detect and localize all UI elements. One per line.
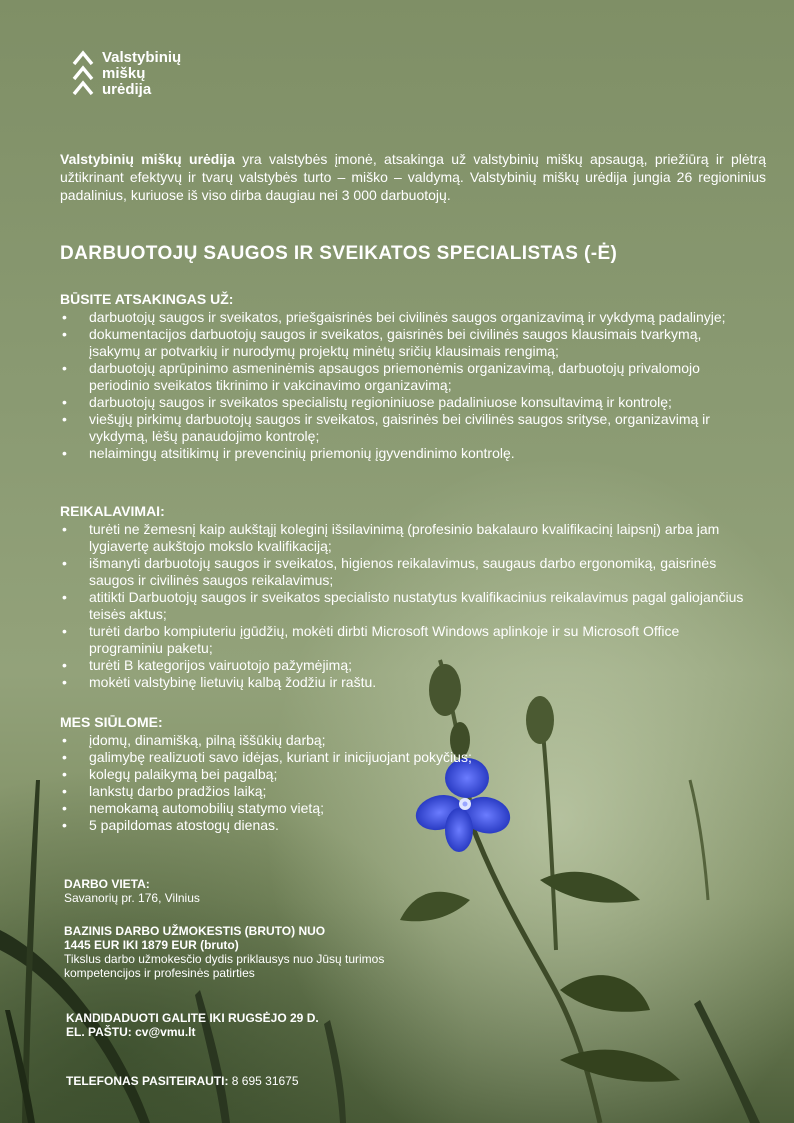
salary-info: [64, 924, 394, 980]
list-item: • viešųjų pirkimų darbuotojų saugos ir sveikatos, gaisrinės bei civilinės saugos srityse, organizavimą ir vykdymą, lėšų panaudojimo kontrolę;: [60, 411, 750, 445]
work-location: [64, 877, 200, 905]
salary-heading: BAZINIS DARBO UŽMOKESTIS (BRUTO) NUO: [64, 924, 326, 938]
requirements-list: [60, 521, 750, 691]
list-item: • nelaimingų atsitikimų ir prevencinių priemonių įgyvendinimo kontrolę.: [60, 445, 750, 462]
salary-range: 1445 EUR IKI 1879 EUR (bruto): [64, 938, 239, 952]
location-value: Savanorių pr. 176, Vilnius: [64, 891, 200, 905]
section-heading: MES SIŪLOME:: [60, 714, 163, 730]
intro-text: yra valstybės įmonė, atsakinga už valstybinių miškų apsaugą, priežiūrą ir plėtrą užtikrinant efektyvų ir tvarų valstybės turto – miško – valdymą. Valstybinių miškų urėdija jungia 26 regioninius padalinius, kuriuose iš viso dirba daugiau nei 3 000 darbuotojų.: [60, 151, 766, 203]
phone-label: TELEFONAS PASITEIRAUTI:: [66, 1074, 229, 1088]
application-info: [66, 1011, 319, 1039]
company-name: Valstybinių miškų urėdija: [60, 151, 235, 167]
offer-list: [60, 732, 750, 834]
phone-number[interactable]: 8 695 31675: [231, 1074, 299, 1088]
tree-logo-icon: [72, 50, 94, 100]
requirements-section: [60, 503, 750, 691]
logo-line: Valstybinių: [102, 49, 182, 66]
email-label: EL. PAŠTU:: [66, 1025, 132, 1039]
deadline-text: KANDIDADUOTI GALITE IKI RUGSĖJO 29 D.: [66, 1011, 319, 1025]
phone-info: [66, 1074, 299, 1088]
list-item: • turėti darbo kompiuteriu įgūdžių, mokėti dirbti Microsoft Windows aplinkoje ir su Microsoft Office programiniu paketu;: [60, 623, 750, 657]
list-item: • darbuotojų aprūpinimo asmeninėmis apsaugos priemonėmis organizavimą, darbuotojų privalomojo periodinio sveikatos tikrinimo ir vakcinavimo organizavimą;: [60, 360, 750, 394]
logo-line: miškų: [102, 65, 146, 82]
list-item: • išmanyti darbuotojų saugos ir sveikatos, higienos reikalavimus, saugaus darbo ergonomiką, gaisrinės saugos ir civilinės saugos reikalavimus;: [60, 555, 750, 589]
list-item: • atitikti Darbuotojų saugos ir sveikatos specialisto nustatytus kvalifikacinius reikalavimus pagal galiojančius teisės aktus;: [60, 589, 750, 623]
job-title: DARBUOTOJŲ SAUGOS IR SVEIKATOS SPECIALISTAS (-Ė): [60, 243, 618, 264]
list-item: • darbuotojų saugos ir sveikatos specialistų regioniniuose padaliniuose konsultavimą ir kontrolę;: [60, 394, 750, 411]
list-item: • nemokamą automobilių statymo vietą;: [60, 800, 750, 817]
salary-note: Tikslus darbo užmokesčio dydis priklausys nuo Jūsų turimos kompetencijos ir profesinės patirties: [64, 952, 385, 980]
logo-wordmark: [102, 50, 181, 98]
list-item: • turėti B kategorijos vairuotojo pažymėjimą;: [60, 657, 750, 674]
offer-section: [60, 714, 750, 834]
list-item: • dokumentacijos darbuotojų saugos ir sveikatos, gaisrinės bei civilinės saugos klausimais tvarkymą, įsakymų ar potvarkių ir nurodymų projektų minėtų sričių klausimais rengimą;: [60, 326, 750, 360]
list-item: • mokėti valstybinę lietuvių kalbą žodžiu ir raštu.: [60, 674, 750, 691]
company-logo: [72, 50, 181, 100]
email-link[interactable]: cv@vmu.lt: [135, 1025, 196, 1039]
location-label: DARBO VIETA:: [64, 877, 150, 891]
list-item: • darbuotojų saugos ir sveikatos, priešgaisrinės bei civilinės saugos organizavimą ir vykdymą padalinyje;: [60, 309, 750, 326]
section-heading: BŪSITE ATSAKINGAS UŽ:: [60, 291, 234, 307]
list-item: • galimybę realizuoti savo idėjas, kuriant ir inicijuojant pokyčius;: [60, 749, 750, 766]
logo-line: urėdija: [102, 81, 152, 98]
list-item: • kolegų palaikymą bei pagalbą;: [60, 766, 750, 783]
section-heading: REIKALAVIMAI:: [60, 503, 165, 519]
list-item: • turėti ne žemesnį kaip aukštąjį koleginį išsilavinimą (profesinio bakalauro kvalifikacinį laipsnį) arba jam lygiavertę aukštojo mokslo kvalifikaciją;: [60, 521, 750, 555]
company-intro: [60, 150, 766, 204]
list-item: • lankstų darbo pradžios laiką;: [60, 783, 750, 800]
list-item: • įdomų, dinamišką, pilną iššūkių darbą;: [60, 732, 750, 749]
list-item: • 5 papildomas atostogų dienas.: [60, 817, 750, 834]
responsibilities-list: [60, 309, 750, 462]
responsibilities-section: [60, 291, 750, 462]
